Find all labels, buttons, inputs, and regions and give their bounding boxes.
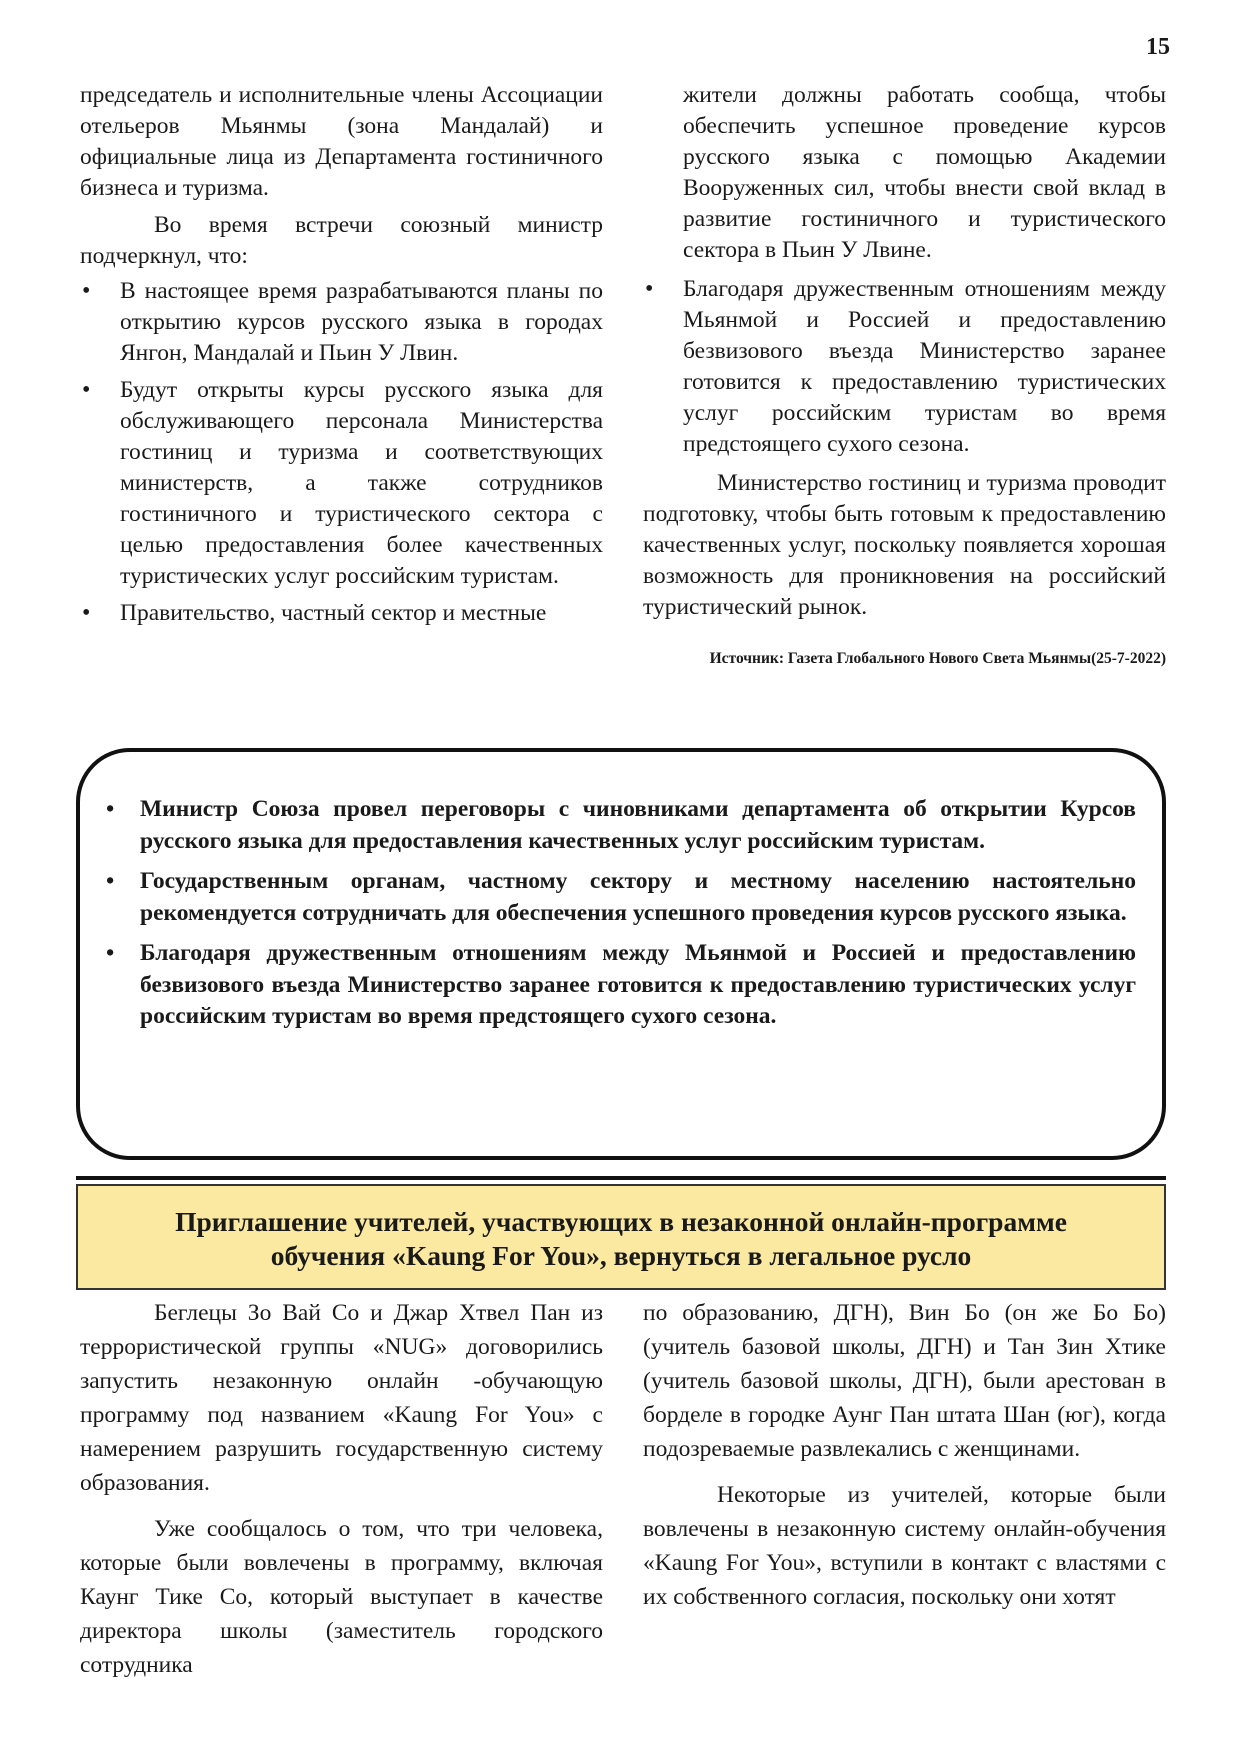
list-item: • Будут открыты курсы русского языка для обслуживающего персонала Министерства гостиниц и туризма и соответствующих министерств, а также сотрудников гостиничного и туристического сектора с целью предоставления более качественных туристических услуг российским туристам. — [80, 375, 603, 592]
paragraph: Во время встречи союзный министр подчеркнул, что: — [80, 212, 603, 269]
headline-line-1: Приглашение учителей, участвующих в незаконной онлайн-программе — [175, 1206, 1067, 1237]
summary-box — [76, 748, 1166, 1160]
summary-list — [80, 752, 1162, 1033]
summary-item: • Министр Союза провел переговоры с чиновниками департамента об открытии Курсов русского языка для предоставления качественных услуг российским туристам. — [140, 794, 1136, 857]
list-item: • Благодаря дружественным отношениям между Мьянмой и Россией и предоставлению безвизового въезда Министерство заранее готовится к предоставлению туристических услуг российским туристам во время предстоящего сухого сезона. — [643, 274, 1166, 460]
article-headline — [76, 1184, 1166, 1290]
bullet-list — [643, 274, 1166, 460]
bullet-list — [80, 276, 603, 629]
paragraph: Уже сообщалось о том, что три человека, которые были вовлечены в программу, включая Каунг Тике Со, который выступает в качестве директора школы (заместитель городского сотрудника — [80, 1516, 603, 1678]
list-item: • В настоящее время разрабатываются планы по открытию курсов русского языка в городах Янгон, Мандалай и Пьин У Лвин. — [80, 276, 603, 369]
paragraph: жители должны работать сообща, чтобы обеспечить успешное проведение курсов русского языка с помощью Академии Вооруженных сил, чтобы внести свой вклад в развитие гостиничного и туристического сектора в Пьин У Лвине. — [683, 82, 1166, 263]
source-citation: Источник: Газета Глобального Нового Света Мьянмы(25-7-2022) — [709, 650, 1166, 667]
paragraph: Некоторые из учителей, которые были вовлечены в незаконную систему онлайн-обучения «Kaung For You», вступили в контакт с властями с их собственного согласия, поскольку они хотят — [643, 1482, 1166, 1610]
article-column-right — [643, 80, 1166, 674]
article-column-right — [643, 1296, 1166, 1626]
headline-line-2: обучения «Kaung For You», вернуться в легальное русло — [270, 1240, 972, 1271]
paragraph: по образованию, ДГН), Вин Бо (он же Бо Бо) (учитель базовой школы, ДГН) и Тан Зин Хтике (учитель базовой школы, ДГН), были арестован в борделе в городке Аунг Пан штата Шан (юг), когда подозреваемые развлекались с женщинами. — [643, 1300, 1166, 1462]
summary-item: • Государственным органам, частному сектору и местному населению настоятельно рекомендуется сотрудничать для обеспечения успешного проведения курсов русского языка. — [140, 866, 1136, 929]
paragraph: Беглецы Зо Вай Со и Джар Хтвел Пан из террористической группы «NUG» договорились запустить незаконную онлайн -обучающую программу под названием «Kaung For You» с намерением разрушить государственную систему образования. — [80, 1300, 603, 1496]
summary-item: • Благодаря дружественным отношениям между Мьянмой и Россией и предоставлению безвизового въезда Министерство заранее готовится к предоставлению туристических услуг российским туристам во время предстоящего сухого сезона. — [140, 938, 1136, 1033]
paragraph: председатель и исполнительные члены Ассоциации отельеров Мьянмы (зона Мандалай) и официальные лица из Департамента гостиничного бизнеса и туризма. — [80, 82, 603, 201]
list-item: • Правительство, частный сектор и местные — [80, 598, 603, 629]
page-number: 15 — [1146, 34, 1170, 60]
paragraph: Министерство гостиниц и туризма проводит подготовку, чтобы быть готовым к предоставлению качественных услуг, поскольку появляется хорошая возможность для проникновения на российский туристический рынок. — [643, 470, 1166, 620]
section-divider — [76, 1176, 1166, 1180]
article-column-left — [80, 1296, 603, 1694]
article-column-left — [80, 80, 603, 637]
